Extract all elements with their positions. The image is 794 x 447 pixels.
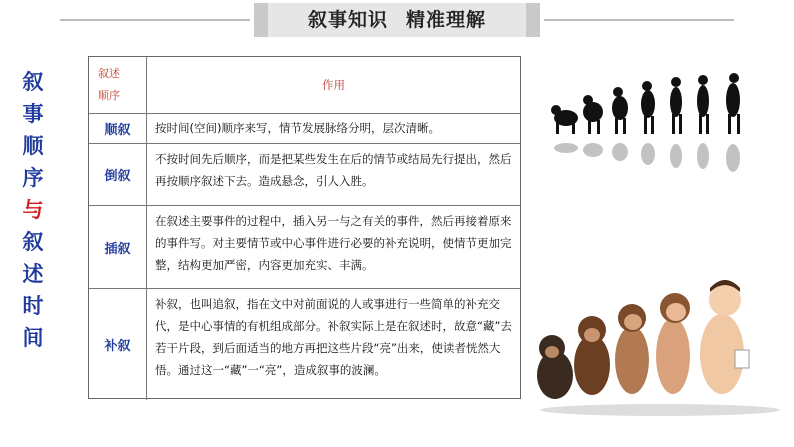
header-function-cell: 作用 (322, 78, 345, 92)
desc-cell: 不按时间先后顺序，而是把某些发生在后的情节或结局先行提出，然后再按顺序叙述下去。造成悬念，引人入胜。 (155, 152, 512, 188)
term-label: 倒叙 (104, 169, 131, 184)
term-cell (89, 206, 147, 288)
term-cell (89, 144, 147, 205)
table-row (89, 206, 520, 289)
term-cell (89, 114, 147, 143)
side-title-char: 与 (22, 198, 44, 222)
term-cell (89, 289, 147, 400)
banner-line-right (544, 19, 734, 21)
desc-cell: 按时间(空间)顺序来写，情节发展脉络分明，层次清晰。 (155, 121, 440, 135)
table-row (89, 289, 520, 400)
term-label: 顺叙 (104, 123, 131, 138)
title-banner (0, 0, 794, 44)
table-row (89, 144, 520, 206)
table-row (89, 114, 520, 144)
narration-order-table (88, 56, 521, 399)
term-label: 插叙 (104, 241, 131, 257)
desc-cell: 在叙述主要事件的过程中，插入另一与之有关的事件，然后再接着原来的事件写。对主要情节或中心事件进行必要的补充说明，使情节更加完整，结构更加严密，内容更加充实、丰满。 (155, 214, 512, 272)
header-order-line2: 顺序 (98, 89, 120, 102)
side-title-char: 事 (22, 102, 44, 126)
side-title-char: 述 (22, 262, 44, 286)
side-title-char: 叙 (22, 70, 44, 94)
side-title (18, 66, 48, 354)
header-order-cell (89, 57, 147, 113)
side-title-char: 叙 (22, 230, 44, 254)
side-title-char: 序 (22, 166, 44, 190)
term-label: 补叙 (104, 339, 131, 354)
evolution-cartoon-illustration (530, 270, 780, 420)
side-title-char: 时 (22, 294, 44, 318)
side-title-char: 间 (22, 326, 44, 350)
side-title-char: 顺 (22, 134, 44, 158)
banner-line-left (60, 19, 250, 21)
desc-cell: 补叙，也叫追叙，指在文中对前面说的人或事进行一些简单的补充交代，是中心事情的有机组成部分。补叙实际上是在叙述时，故意“藏”去若干片段，到后面适当的地方再把这些片段“亮”出来，使读者恍然大悟。通过这一“藏”一“亮”，造成叙事的波澜。 (155, 297, 512, 377)
evolution-silhouette-illustration (548, 70, 778, 180)
header-order-line1: 叙述 (98, 67, 120, 80)
table-header-row (89, 57, 520, 114)
title-part-1: 叙事知识 (307, 9, 388, 31)
page-title (268, 3, 526, 37)
title-part-2: 精准理解 (406, 9, 487, 31)
